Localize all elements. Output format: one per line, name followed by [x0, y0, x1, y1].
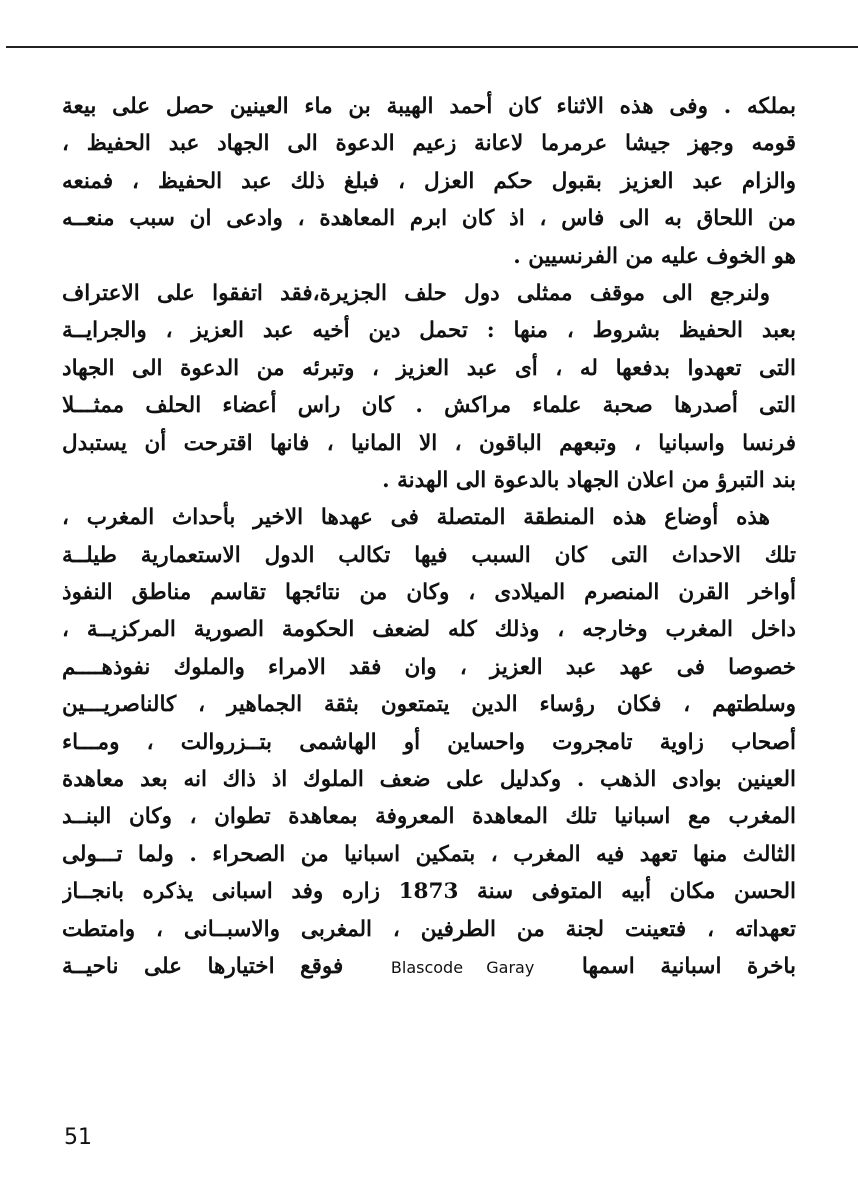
text-line: وسلطتهم ، فكان رؤساء الدين يتمتعون بثقة الجماهير ، كالناصريـــين: [62, 692, 796, 718]
text-line: بعبد الحفيظ بشروط ، منها : تحمل دين أخيه عبد العزيز ، والجرايــة: [62, 318, 796, 344]
text-line: بملكه . وفى هذه الاثناء كان أحمد الهيبة بن ماء العينين حصل على بيعة: [62, 94, 796, 119]
ship-name: Blascode Garay: [390, 957, 535, 977]
page-number: 51: [64, 1125, 92, 1150]
text-line: قومه وجهز جيشا عرمرما لاعانة زعيم الدعوة الى الجهاد عبد الحفيظ ،: [62, 131, 796, 157]
text-line: تلك الاحداث التى كان السبب فيها تكالب الدول الاستعمارية طيلــة: [62, 542, 796, 568]
page-body: [62, 88, 796, 985]
final-line-start: باخرة اسبانية اسمها: [581, 953, 796, 979]
text-line: التى أصدرها صحبة علماء مراكش . كان راس أعضاء الحلف ممثـــلا: [62, 393, 796, 419]
paragraph-1: [62, 88, 796, 275]
text-line: الثالث منها تعهد فيه المغرب ، بتمكين اسبانيا من الصحراء . ولما تـــولى: [62, 841, 796, 867]
header-rule: [6, 46, 858, 48]
text-line: التى تعهدوا بدفعها له ، أى عبد العزيز ، وتبرئه من الدعوة الى الجهاد: [62, 355, 796, 381]
paragraph-3: [62, 499, 796, 985]
text-line: ولنرجع الى موقف ممثلى دول حلف الجزيرة،فقد اتفقوا على الاعتراف: [62, 280, 770, 306]
text-line: العينين بوادى الذهب . وكدليل على ضعف الملوك اذ ذاك انه بعد معاهدة: [62, 767, 796, 793]
text-line: هو الخوف عليه من الفرنسيين .: [513, 243, 796, 269]
text-line: خصوصا فى عهد عبد العزيز ، وان فقد الامراء والملوك نفوذهــــم: [62, 654, 796, 680]
paragraph-2: [62, 275, 796, 499]
text-line: المغرب مع اسبانيا تلك المعاهدة المعروفة بمعاهدة تطوان ، وكان البنــد: [62, 804, 796, 830]
text-line-final: [62, 948, 796, 985]
text-line: أواخر القرن المنصرم الميلادى ، وكان من نتائجها تقاسم مناطق النفوذ: [62, 580, 796, 606]
text-line: داخل المغرب وخارجه ، وذلك كله لضعف الحكومة الصورية المركزيــة ،: [62, 617, 796, 643]
text-line: تعهداته ، فتعينت لجنة من الطرفين ، المغربى والاسبــانى ، وامتطت: [62, 916, 796, 942]
text-line: من اللحاق به الى فاس ، اذ كان ابرم المعاهدة ، وادعى ان سبب منعــه: [62, 206, 796, 232]
text-line: هذه أوضاع هذه المنطقة المتصلة فى عهدها الاخير بأحداث المغرب ،: [62, 505, 770, 531]
text-line: والزام عبد العزيز بقبول حكم العزل ، فبلغ ذلك عبد الحفيظ ، فمنعه: [62, 168, 796, 194]
text-line: بند التبرؤ من اعلان الجهاد بالدعوة الى الهدنة .: [382, 467, 796, 493]
text-line: فرنسا واسبانيا ، وتبعهم الباقون ، الا المانيا ، فانها اقترحت أن يستبدل: [62, 430, 796, 456]
text-line: أصحاب زاوية تامجروت واحساين أو الهاشمى بتــزروالت ، ومـــاء: [62, 729, 796, 755]
text-line: الحسن مكان أبيه المتوفى سنة 1873 زاره وفد اسبانى يذكره بانجــاز: [62, 879, 796, 905]
final-line-end: فوقع اختيارها على ناحيــة: [62, 953, 344, 979]
